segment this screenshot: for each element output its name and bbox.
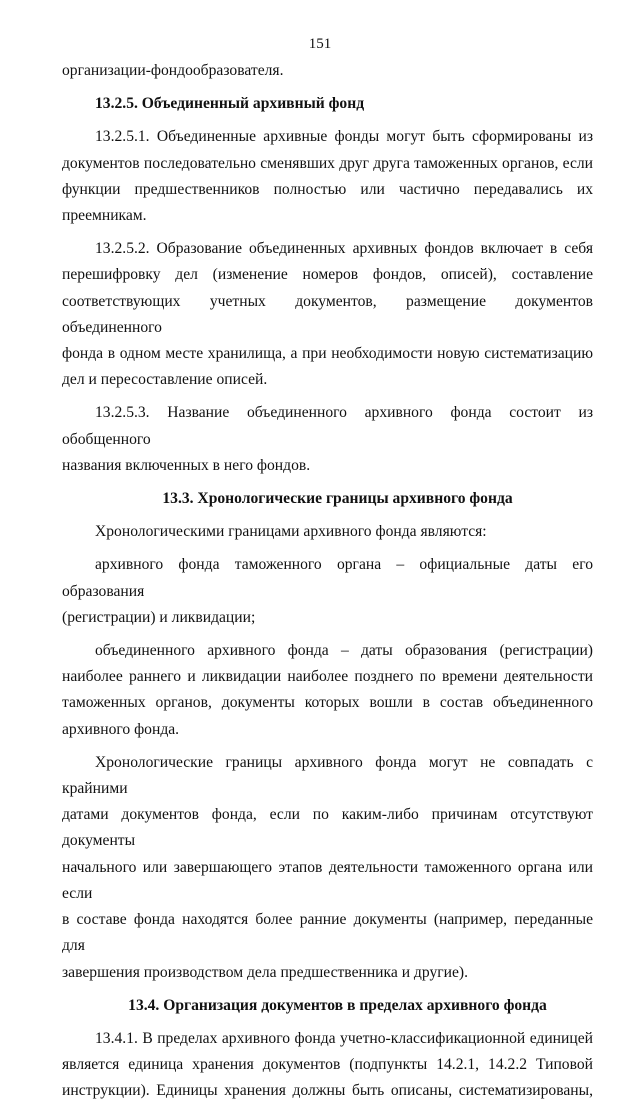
text-line: организации-фондообразователя. <box>62 62 284 79</box>
text-line: в составе фонда находятся более ранние документы (например, переданные для <box>62 911 593 955</box>
text-line: документов последовательно сменявших друг друга таможенных органов, если <box>62 154 593 172</box>
text-line: (регистрации) и ликвидации; <box>62 608 256 626</box>
section-heading-13-3: 13.3. Хронологические границы архивного фонда <box>162 490 513 508</box>
text-line: является единица хранения документов (подпункты 14.2.1, 14.2.2 Типовой <box>62 1056 593 1074</box>
text-line: 13.2.5.3. Название объединенного архивного фонда состоит из обобщенного <box>62 404 593 448</box>
section-heading-13-2-5: 13.2.5. Объединенный архивный фонд <box>95 95 365 113</box>
text-line: функции предшественников полностью или частично передавались их <box>62 180 593 198</box>
text-line: фонда в одном месте хранилища, а при необходимости новую систематизацию <box>62 345 593 363</box>
text-line: архивного фонда таможенного органа – официальные даты его образования <box>62 556 593 600</box>
text-line: архивного фонда. <box>62 720 180 738</box>
text-line: 13.2.5.1. Объединенные архивные фонды могут быть сформированы из <box>95 128 593 146</box>
text-line: дел и пересоставление описей. <box>62 371 268 389</box>
text-line: названия включенных в него фондов. <box>62 456 311 474</box>
text-line: соответствующих учетных документов, размещение документов объединенного <box>62 292 593 336</box>
page-number: 151 <box>308 36 332 52</box>
text-line: перешифровку дел (изменение номеров фондов, описей), составление <box>62 266 593 284</box>
text-line: Хронологическими границами архивного фонда являются: <box>95 523 487 541</box>
text-line: датами документов фонда, если по каким-либо причинам отсутствуют документы <box>62 806 593 850</box>
text-line: завершения производством дела предшественника и другие). <box>62 963 469 981</box>
text-line: объединенного архивного фонда – даты образования (регистрации) <box>95 642 593 660</box>
page-content <box>62 58 593 1105</box>
text-line: 13.2.5.2. Образование объединенных архивных фондов включает в себя <box>95 240 593 258</box>
text-line: таможенных органов, документы которых вошли в состав объединенного <box>62 694 593 712</box>
text-line: начального или завершающего этапов деятельности таможенного органа или если <box>62 858 593 902</box>
text-line: инструкции). Единицы хранения должны быть описаны, систематизированы, <box>62 1082 593 1100</box>
text-line: преемникам. <box>62 207 147 225</box>
section-heading-13-4: 13.4. Организация документов в пределах архивного фонда <box>128 996 547 1014</box>
text-line: наиболее раннего и ликвидации наиболее позднего по времени деятельности <box>62 668 593 686</box>
text-line: 13.4.1. В пределах архивного фонда учетно-классификационной единицей <box>95 1029 593 1047</box>
text-line: Хронологические границы архивного фонда могут не совпадать с крайними <box>62 753 593 798</box>
